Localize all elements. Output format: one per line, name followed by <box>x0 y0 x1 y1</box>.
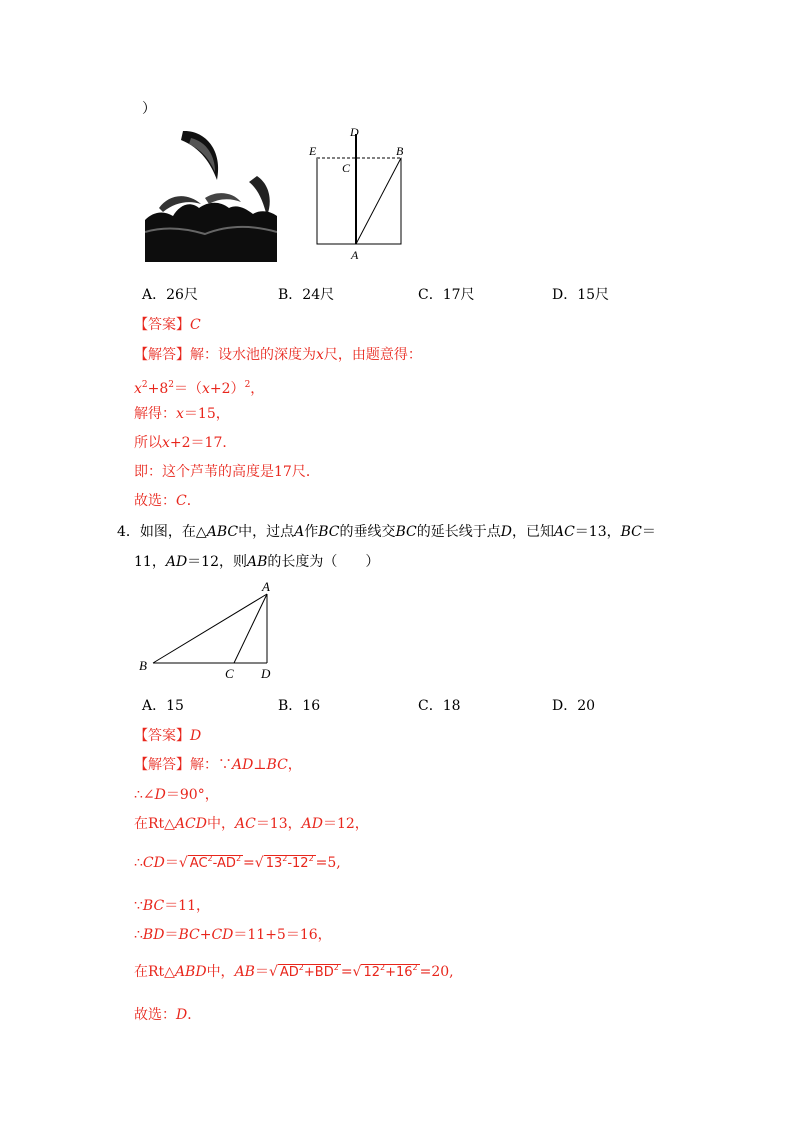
option-a: A．26尺 <box>142 287 198 303</box>
solution-line-6: ∴BD＝BC+CD＝11+5＝16， <box>134 927 332 943</box>
label-A: A <box>351 248 359 262</box>
solution-line-5: ∵BC＝11， <box>134 898 211 914</box>
solution-line-4: ∴CD＝√ $AC^2-AD^2$ =√ $13^2-12^2 =5$, <box>134 854 341 871</box>
sqrt-icon: √ <box>352 964 362 980</box>
label-D: D <box>350 125 359 139</box>
triangle-diagram <box>135 576 285 682</box>
solution-equation: $x^2+8^2=(x+2)^2$， <box>134 380 265 397</box>
option-b: B．16 <box>278 698 321 714</box>
solution-line-2: ∴∠D＝90°， <box>134 787 219 803</box>
sqrt-icon: √ <box>254 855 264 871</box>
option-c: C．18 <box>418 698 461 714</box>
answer-line: 【答案】C <box>134 317 201 333</box>
solution-line-8: 故选：D． <box>134 1007 202 1023</box>
sqrt-icon: √ <box>178 855 188 871</box>
radicand-1: $AD^2+BD^2$ <box>279 963 339 980</box>
option-c: C．17尺 <box>418 287 475 303</box>
label-A: A <box>262 579 270 594</box>
question-4-stem-line-2: 11，AD＝12，则AB的长度为（ ） <box>134 554 380 570</box>
solution-line-4: 即：这个芦苇的高度是17尺． <box>134 464 320 480</box>
radicand-2: $13^2-12^2$ <box>265 854 314 871</box>
option-b: B．24尺 <box>278 287 335 303</box>
answer-line: 【答案】D <box>134 728 202 744</box>
label-D: D <box>261 666 271 681</box>
question-4-stem-line-1: 4．如图，在△ABC中，过点A作BC的垂线交BC的延长线于点D，已知AC＝13，BC＝ <box>117 524 656 540</box>
option-a: A．15 <box>142 698 184 714</box>
solution-line-3: 在Rt△ACD中，AC＝13，AD＝12， <box>134 816 369 832</box>
solution-line-5: 故选：C． <box>134 493 201 509</box>
solution-line-7: 在Rt△ABD中，AB＝√ $AD^2+BD^2$ =√ $12^2+16^2 =20$, <box>134 963 454 980</box>
pond-diagram <box>300 122 420 264</box>
radicand-1: $AC^2-AD^2$ <box>189 854 242 871</box>
solution-line-2: 解得：x＝15， <box>134 406 230 422</box>
option-d: D．15尺 <box>552 287 610 303</box>
question-fragment: ） <box>142 101 156 117</box>
label-E: E <box>309 144 317 158</box>
option-d: D．20 <box>552 698 596 714</box>
reed-pond-image <box>145 128 277 262</box>
label-C: C <box>225 666 234 681</box>
solution-line-1: 【解答】解：∵AD⊥BC， <box>134 757 302 773</box>
solution-line-3: 所以x+2＝17． <box>134 435 237 451</box>
label-C: C <box>342 161 351 175</box>
solution-line-1: 【解答】解：设水池的深度为x尺，由题意得： <box>134 347 422 363</box>
sqrt-icon: √ <box>268 964 278 980</box>
radicand-2: $12^2+16^2$ <box>363 963 418 980</box>
label-B: B <box>396 144 404 158</box>
label-B: B <box>139 658 147 673</box>
